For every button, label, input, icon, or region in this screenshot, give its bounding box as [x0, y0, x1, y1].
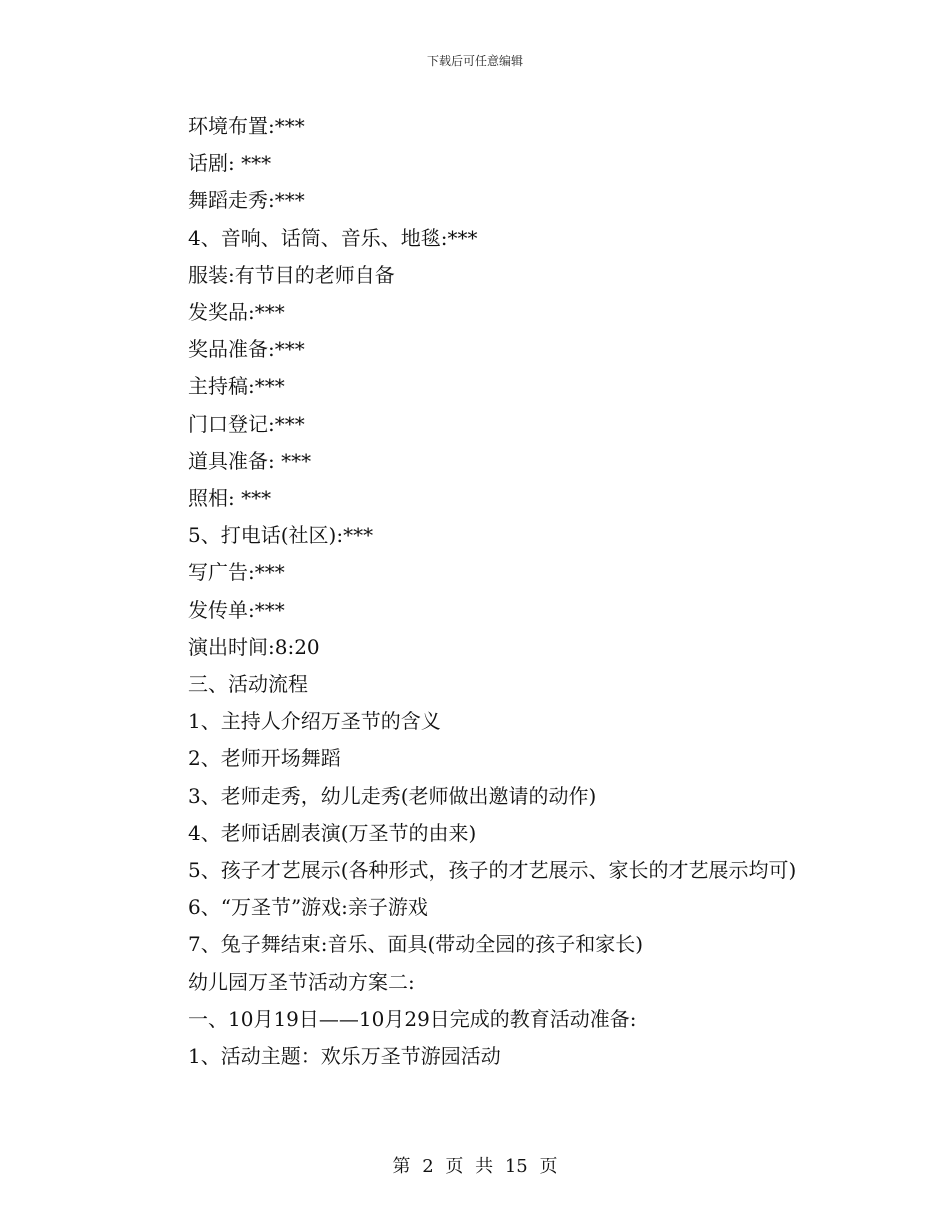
line-audio-equipment: 4、音响、话筒、音乐、地毯:*** — [188, 225, 478, 250]
line-environment-setup: 环境布置:*** — [188, 114, 305, 138]
process-step-2: 2、老师开场舞蹈 — [188, 746, 341, 771]
plan-two-item-1: 1、活动主题：欢乐万圣节游园活动 — [188, 1044, 501, 1069]
line-costume: 服装:有节目的老师自备 — [188, 262, 395, 287]
line-door-registration: 门口登记:*** — [188, 411, 305, 436]
line-props-prep: 道具准备: *** — [188, 448, 312, 473]
page-number: 第 2 页 共 15 页 — [392, 1156, 558, 1177]
plan-two-section-1: 一、10月19日——10月29日完成的教育活动准备: — [188, 1006, 637, 1031]
line-phone-community: 5、打电话(社区):*** — [188, 523, 374, 548]
process-step-3: 3、老师走秀，幼儿走秀(老师做出邀请的动作) — [188, 783, 597, 808]
process-step-7: 7、兔子舞结束:音乐、面具(带动全园的孩子和家长) — [188, 932, 644, 957]
process-step-1: 1、主持人介绍万圣节的含义 — [188, 709, 441, 734]
line-photography: 照相: *** — [188, 486, 272, 511]
document-body — [142, 108, 810, 1075]
process-step-5: 5、孩子才艺展示(各种形式，孩子的才艺展示、家长的才艺展示均可) — [188, 858, 797, 883]
line-flyers: 发传单:*** — [188, 597, 285, 622]
line-award-distribution: 发奖品:*** — [188, 300, 285, 325]
process-step-6: 6、“万圣节”游戏:亲子游戏 — [188, 895, 428, 920]
section-heading-process: 三、活动流程 — [188, 672, 308, 697]
line-host-script: 主持稿:*** — [188, 374, 285, 399]
line-write-ads: 写广告:*** — [188, 560, 285, 585]
line-show-time: 演出时间:8:20 — [188, 634, 320, 659]
line-drama: 话剧: *** — [188, 151, 272, 176]
plan-two-title: 幼儿园万圣节活动方案二: — [188, 969, 415, 994]
line-prize-prep: 奖品准备:*** — [188, 337, 305, 362]
line-dance-walk: 舞蹈走秀:*** — [188, 188, 305, 213]
page-header-note: 下载后可任意编辑 — [426, 54, 523, 68]
process-step-4: 4、老师话剧表演(万圣节的由来) — [188, 820, 477, 845]
